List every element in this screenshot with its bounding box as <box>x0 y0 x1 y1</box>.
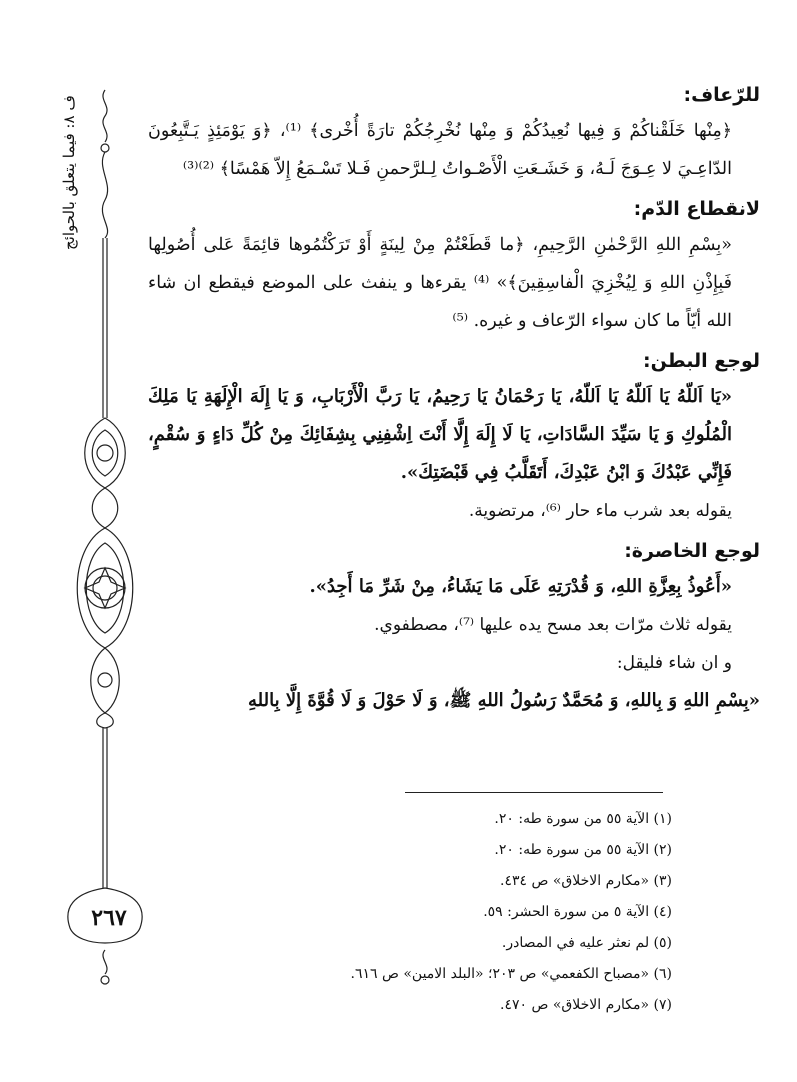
page-number: ٢٦٧ <box>91 905 127 931</box>
instruction-line: يقوله ثلاث مرّات بعد مسح يده عليها ⁽⁷⁾، مصطفوي. <box>374 615 732 635</box>
section-heading-flank-pain: لوجع الخاصرة: <box>624 540 760 562</box>
instruction-line: يقوله بعد شرب ماء حار ⁽⁶⁾، مرتضوية. <box>468 501 732 521</box>
footnote-rule <box>405 792 663 793</box>
main-text <box>148 78 760 720</box>
prayer-paragraph: «بِسْمِ اللهِ وَ بِاللهِ، وَ مُحَمَّدٌ رَسُولُ اللهِ ﷺ، وَ لَا حَوْلَ وَ لَا قُوَّةَ إِلَّا بِاللهِ <box>248 690 760 711</box>
verse-paragraph: ﴿مِنْها خَلَقْناكُمْ وَ فِيها نُعِيدُكُمْ وَ مِنْها نُخْرِجُكُمْ تارَةً أُخْرى﴾ ⁽¹⁾، ﴿وَ يَوْمَئِذٍ يَـتَّبِعُونَ الدّاعِـيَ لا عِـوَجَ لَـهُ، وَ خَشَـعَتِ الْأَصْـواتُ لِـلرَّحمنِ فَـلا تَسْـمَعُ إِلاّ هَمْسًا﴾ ⁽²⁾⁽³⁾ <box>148 121 733 179</box>
prayer-paragraph: «أَعُوذُ بِعِزَّةِ اللهِ، وَ قُدْرَتِهِ عَلَى مَا يَشَاءُ، مِنْ شَرِّ مَا أَجِدُ». <box>309 576 732 597</box>
footnote: (٤) الآية ٥ من سورة الحشر: ٥٩. <box>483 904 672 920</box>
section-heading-bleeding: لانقطاع الدّم: <box>633 198 760 220</box>
footnote: (٧) «مكارم الاخلاق» ص ٤٧٠. <box>499 997 672 1013</box>
section-heading-nosebleed: للرّعاف: <box>683 84 760 106</box>
footnote: (٥) لم نعثر عليه في المصادر. <box>501 935 672 951</box>
footnote: (١) الآية ٥٥ من سورة طه: ٢٠. <box>494 811 672 827</box>
running-head: ف ٨: فيما يتعلق بالحوائج <box>60 95 78 250</box>
prayer-paragraph: «يَا اَللّهُ يَا اَللّهُ يَا اَللّهُ، يَا رَحْمَانُ يَا رَحِيمُ، يَا رَبَّ الْأَرْبَابِ، وَ يَا إِلَهَ الْإِلَهَةِ يَا مَلِكَ الْمُلُوكِ وَ يَا سَيِّدَ السَّادَاتِ، يَا لَا إِلَهَ إِلَّا أَنْتَ اِشْفِنِي بِشِفَائِكَ مِنْ كُلِّ دَاءٍ وَ سُقْمٍ، فَإِنِّي عَبْدُكَ وَ ابْنُ عَبْدِكَ، أَتَقَلَّبُ فِي قَبْضَتِكَ». <box>148 386 732 483</box>
footnote: (٣) «مكارم الاخلاق» ص ٤٣٤. <box>499 873 672 889</box>
footnotes <box>300 804 672 1021</box>
footnote: (٢) الآية ٥٥ من سورة طه: ٢٠. <box>494 842 672 858</box>
instruction-line: و ان شاء فليقل: <box>616 653 732 673</box>
footnote: (٦) «مصباح الكفعمي» ص ٢٠٣؛ «البلد الامين» ص ٦١٦. <box>350 966 672 982</box>
section-heading-stomach-ache: لوجع البطن: <box>643 350 760 372</box>
prayer-paragraph: «بِسْمِ اللهِ الرَّحْمٰنِ الرَّحِيمِ، ﴿ما قَطَعْتُمْ مِنْ لِينَةٍ أَوْ تَرَكْتُمُوها قائِمَةً عَلى أُصُولِها فَبِإِذْنِ اللهِ وَ لِيُخْزِيَ الْفاسِقِينَ﴾» ⁽⁴⁾ يقرءها و ينفث على الموضع فيقطع ان شاء الله أيّاً ما كان سواء الرّعاف و غيره. ⁽⁵⁾ <box>148 235 732 331</box>
